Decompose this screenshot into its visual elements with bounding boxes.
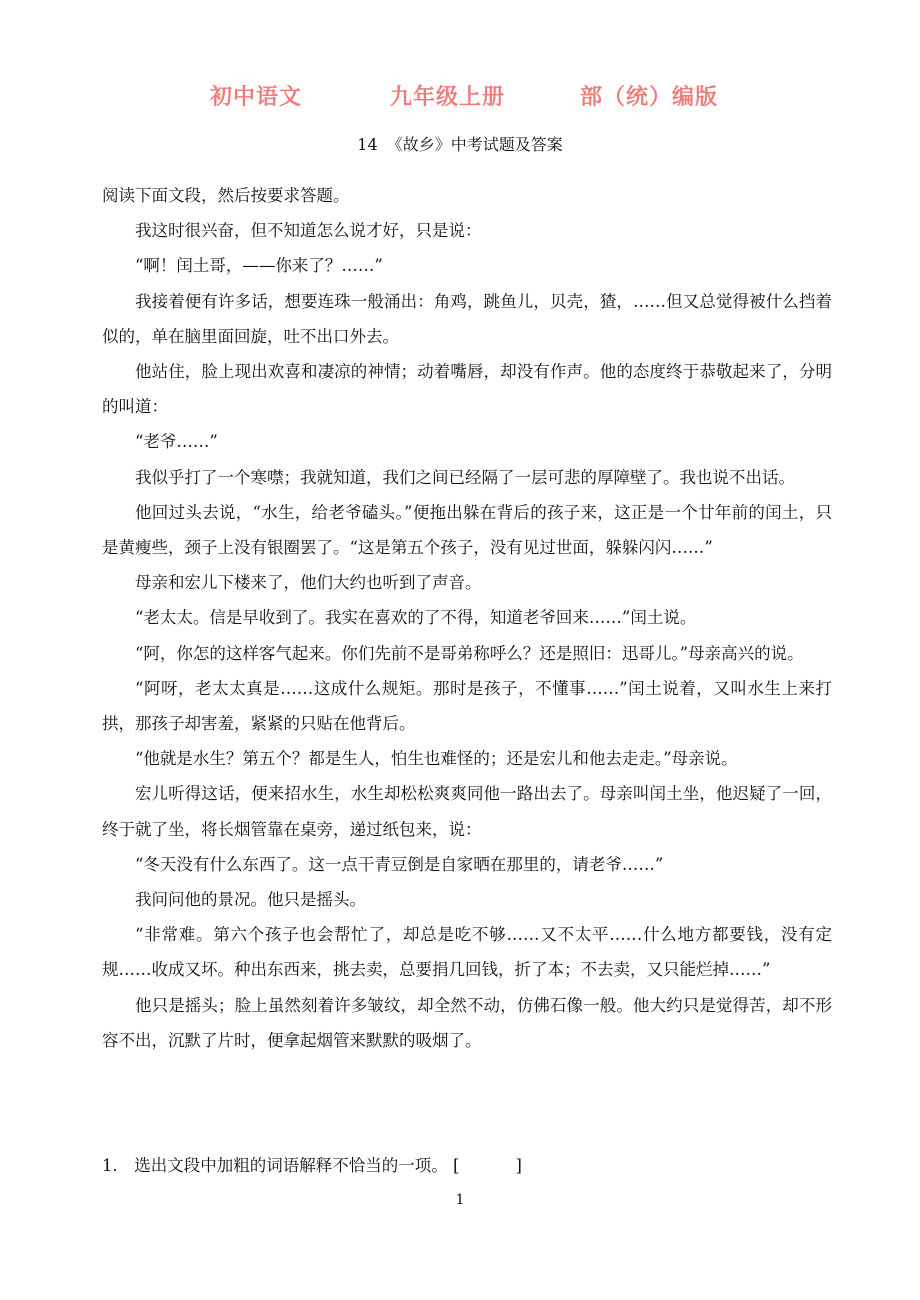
title-text: 《故乡》中考试题及答案: [386, 135, 563, 154]
paragraph: 我这时很兴奋，但不知道怎么说才好，只是说：: [135, 221, 482, 241]
page-number: 1: [455, 1192, 465, 1208]
paragraph: “非常难。第六个孩子也会帮忙了，却总是吃不够……又不太平……什么地方都要钱，没有定规……收成又坏。种出东西来，挑去卖，总要捐几回钱，折了本；不去卖，又只能烂掉……”: [102, 925, 832, 980]
paragraph: 宏儿听得这话，便来招水生，水生却松松爽爽同他一路出去了。母亲叫闰土坐，他迟疑了一回，终于就了坐，将长烟管靠在桌旁，递过纸包来，说：: [102, 784, 832, 839]
document-title: [0, 132, 920, 155]
lesson-number: 14: [357, 135, 378, 154]
instruction: 阅读下面文段，然后按要求答题。: [102, 186, 350, 205]
question-number: 1．: [102, 1156, 129, 1175]
paragraph: 我问问他的景况。他只是摇头。: [135, 890, 366, 910]
question-1: [102, 1151, 832, 1181]
paragraph: “阿呀，老太太真是……这成什么规矩。那时是孩子，不懂事……”闰土说着，又叫水生上来打拱，那孩子却害羞，紧紧的只贴在他背后。: [102, 678, 832, 734]
paragraph: “啊！闰土哥，——你来了？……”: [135, 256, 383, 276]
question-text: 选出文段中加粗的词语解释不恰当的一项。: [134, 1156, 448, 1175]
header-edition: 部（统）编版: [580, 85, 719, 110]
paragraph: “老太太。信是早收到了。我实在喜欢的了不得，知道老爷回来……”闰土说。: [135, 608, 697, 628]
paragraph: 他站住，脸上现出欢喜和凄凉的神情；动着嘴唇，却没有作声。他的态度终于恭敬起来了，分明的叫道：: [102, 362, 832, 417]
paragraph: “老爷……”: [135, 432, 218, 452]
header-subject: 初中语文: [210, 85, 303, 110]
paragraph: 他只是摇头；脸上虽然刻着许多皱纹，却全然不动，仿佛石像一般。他大约只是觉得苦，却不形容不出，沉默了片时，便拿起烟管来默默的吸烟了。: [102, 995, 832, 1050]
paragraph: “冬天没有什么东西了。这一点干青豆倒是自家晒在那里的，请老爷……”: [135, 854, 664, 874]
paragraph: 我似乎打了一个寒噤；我就知道，我们之间已经隔了一层可悲的厚障壁了。我也说不出话。: [135, 467, 795, 487]
answer-bracket-close: ]: [515, 1156, 522, 1175]
paragraph: 他回过头去说，“水生，给老爷磕头。”便拖出躲在背后的孩子来，这正是一个廿年前的闰土，只是黄瘦些，颈子上没有银圈罢了。“这是第五个孩子，没有见过世面，躲躲闪闪……”: [102, 502, 832, 558]
header-grade: 九年级上册: [390, 85, 506, 110]
reading-passage: [102, 178, 832, 1058]
paragraph: “他就是水生？第五个？都是生人，怕生也难怪的；还是宏儿和他去走走。”母亲说。: [135, 749, 738, 769]
paragraph: 母亲和宏儿下楼来了，他们大约也听到了声音。: [135, 573, 482, 593]
answer-bracket-open: [: [453, 1156, 460, 1175]
document-header: [0, 80, 920, 114]
paragraph: 我接着便有许多话，想要连珠一般涌出：角鸡，跳鱼儿，贝壳，猹，……但又总觉得被什么挡着似的，单在脑里面回旋，吐不出口外去。: [102, 291, 832, 346]
paragraph: “阿，你怎的这样客气起来。你们先前不是哥弟称呼么？还是照旧：迅哥儿。”母亲高兴的说。: [135, 643, 804, 663]
